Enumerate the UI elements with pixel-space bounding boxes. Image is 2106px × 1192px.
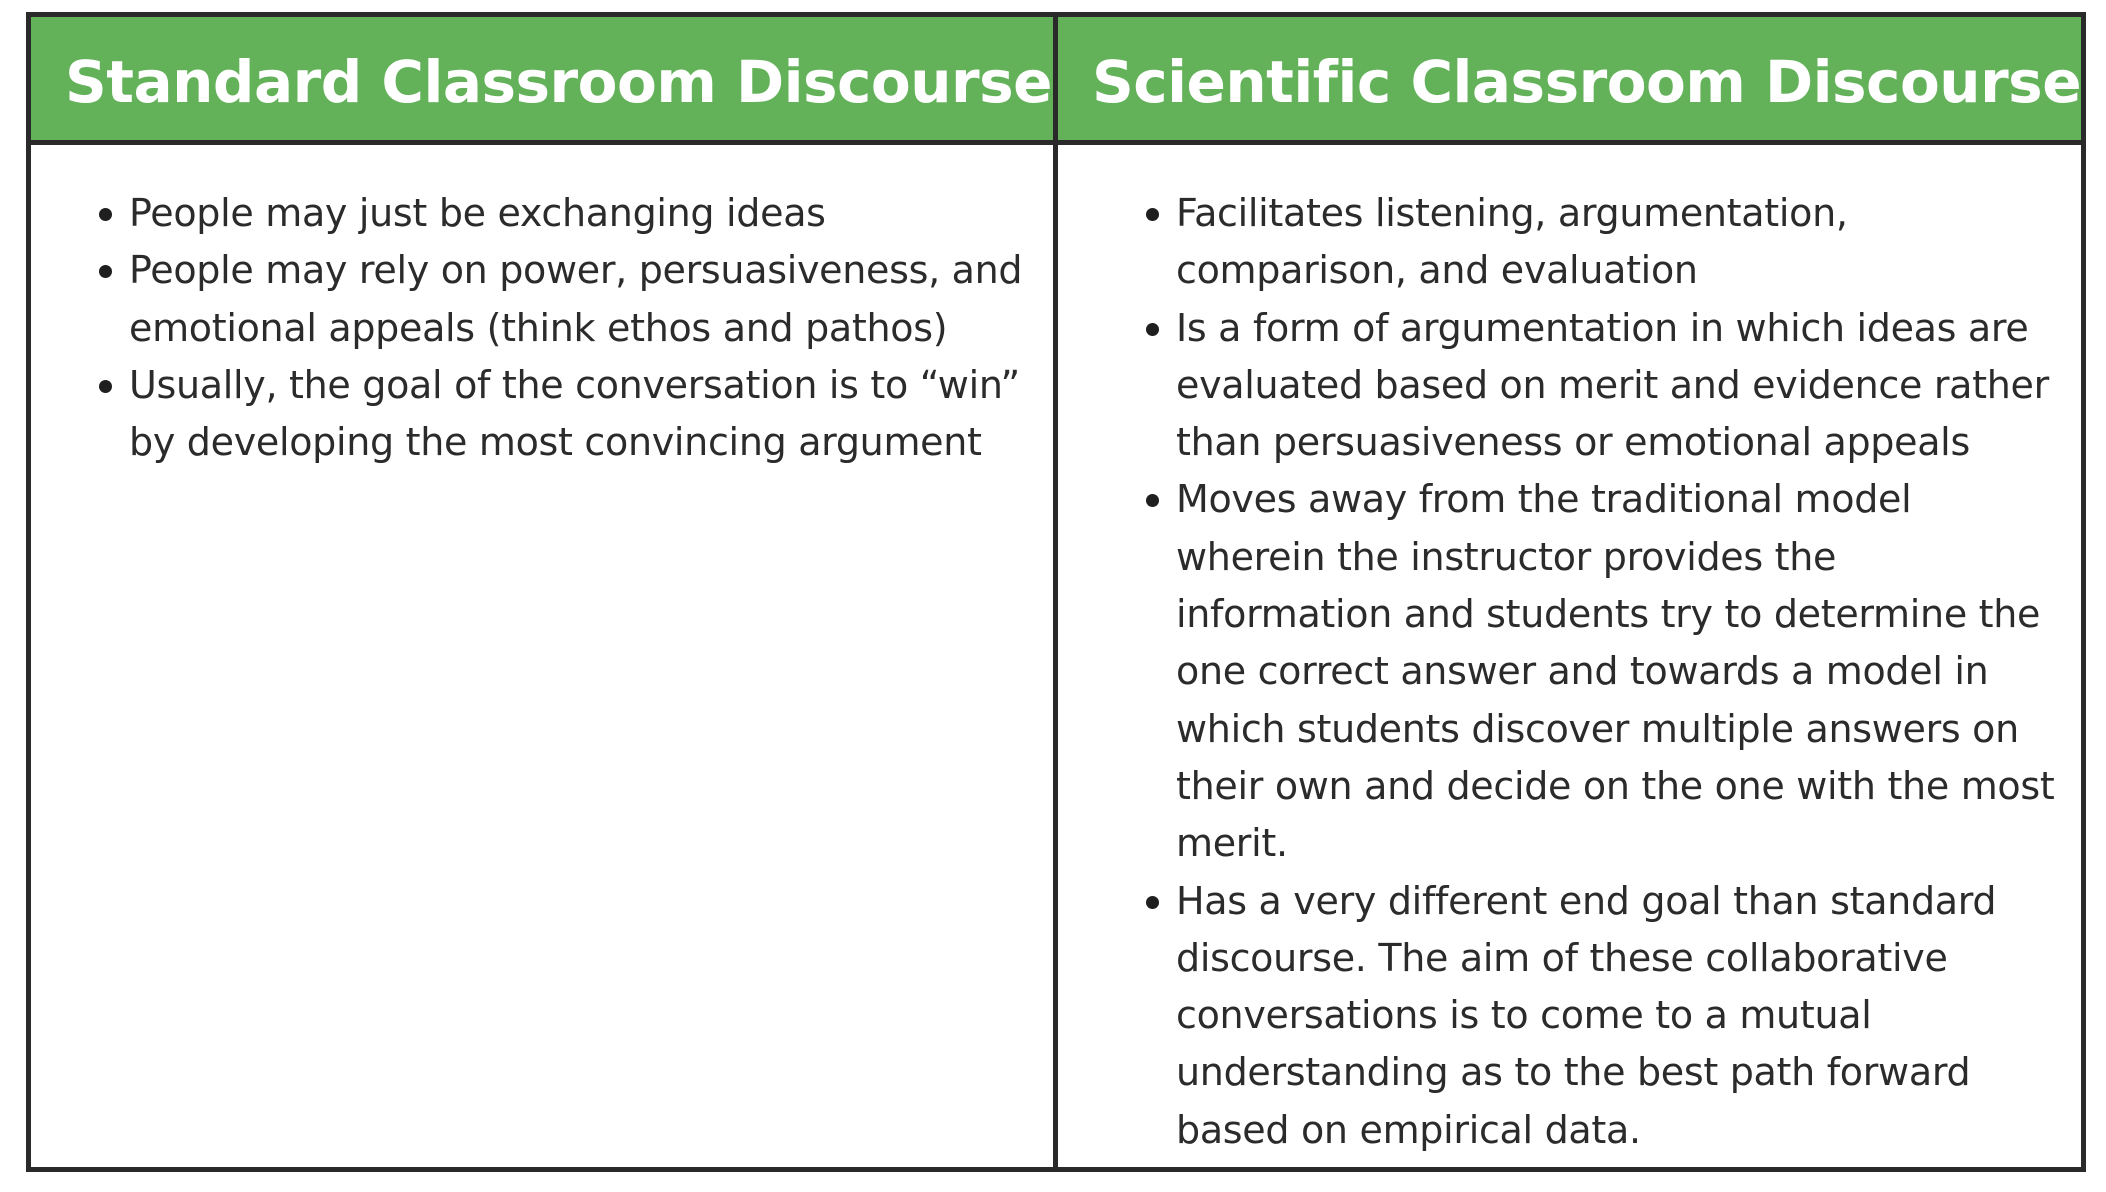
list-item [1146, 873, 2061, 1159]
bullet-icon [1146, 896, 1159, 909]
bullet-icon [99, 380, 112, 393]
list-item [1146, 185, 2061, 300]
list-item-text: Is a form of argumentation in which ideas are evaluated based on merit and evidence rather than persuasiveness or emotional appeals [1176, 305, 2049, 465]
list-item [99, 357, 1033, 472]
standard-discourse-title: Standard Classroom Discourse [65, 47, 1052, 116]
list-item-text: Has a very different end goal than standard discourse. The aim of these collaborative conversations is to come to a mutual understanding as to the best path forward based on empirical data. [1176, 878, 1997, 1152]
list-item [99, 242, 1033, 357]
comparison-table [26, 12, 2086, 1172]
scientific-discourse-header [1058, 17, 2081, 145]
list-item-text: Moves away from the traditional model wherein the instructor provides the information and students try to determine the one correct answer and towards a model in which students discover multiple answers on their own and decide on the one with the most merit. [1176, 477, 2055, 866]
bullet-icon [1146, 208, 1159, 221]
scientific-discourse-cell [1058, 145, 2081, 1167]
bullet-icon [1146, 494, 1159, 507]
list-item [99, 185, 1033, 242]
list-item-text: Facilitates listening, argumentation, comparison, and evaluation [1176, 191, 1848, 293]
list-item-text: People may rely on power, persuasiveness, and emotional appeals (think ethos and pathos) [129, 248, 1023, 350]
list-item [1146, 471, 2061, 872]
standard-discourse-list [99, 185, 1033, 471]
bullet-icon [1146, 323, 1159, 336]
bullet-icon [99, 208, 112, 221]
scientific-discourse-title: Scientific Classroom Discourse [1092, 47, 2082, 116]
scientific-discourse-list [1146, 185, 2061, 1159]
standard-discourse-cell [31, 145, 1058, 1167]
list-item-text: People may just be exchanging ideas [129, 191, 826, 235]
list-item [1146, 300, 2061, 472]
standard-discourse-header [31, 17, 1058, 145]
bullet-icon [99, 265, 112, 278]
list-item-text: Usually, the goal of the conversation is to “win” by developing the most convincing argument [129, 362, 1020, 465]
